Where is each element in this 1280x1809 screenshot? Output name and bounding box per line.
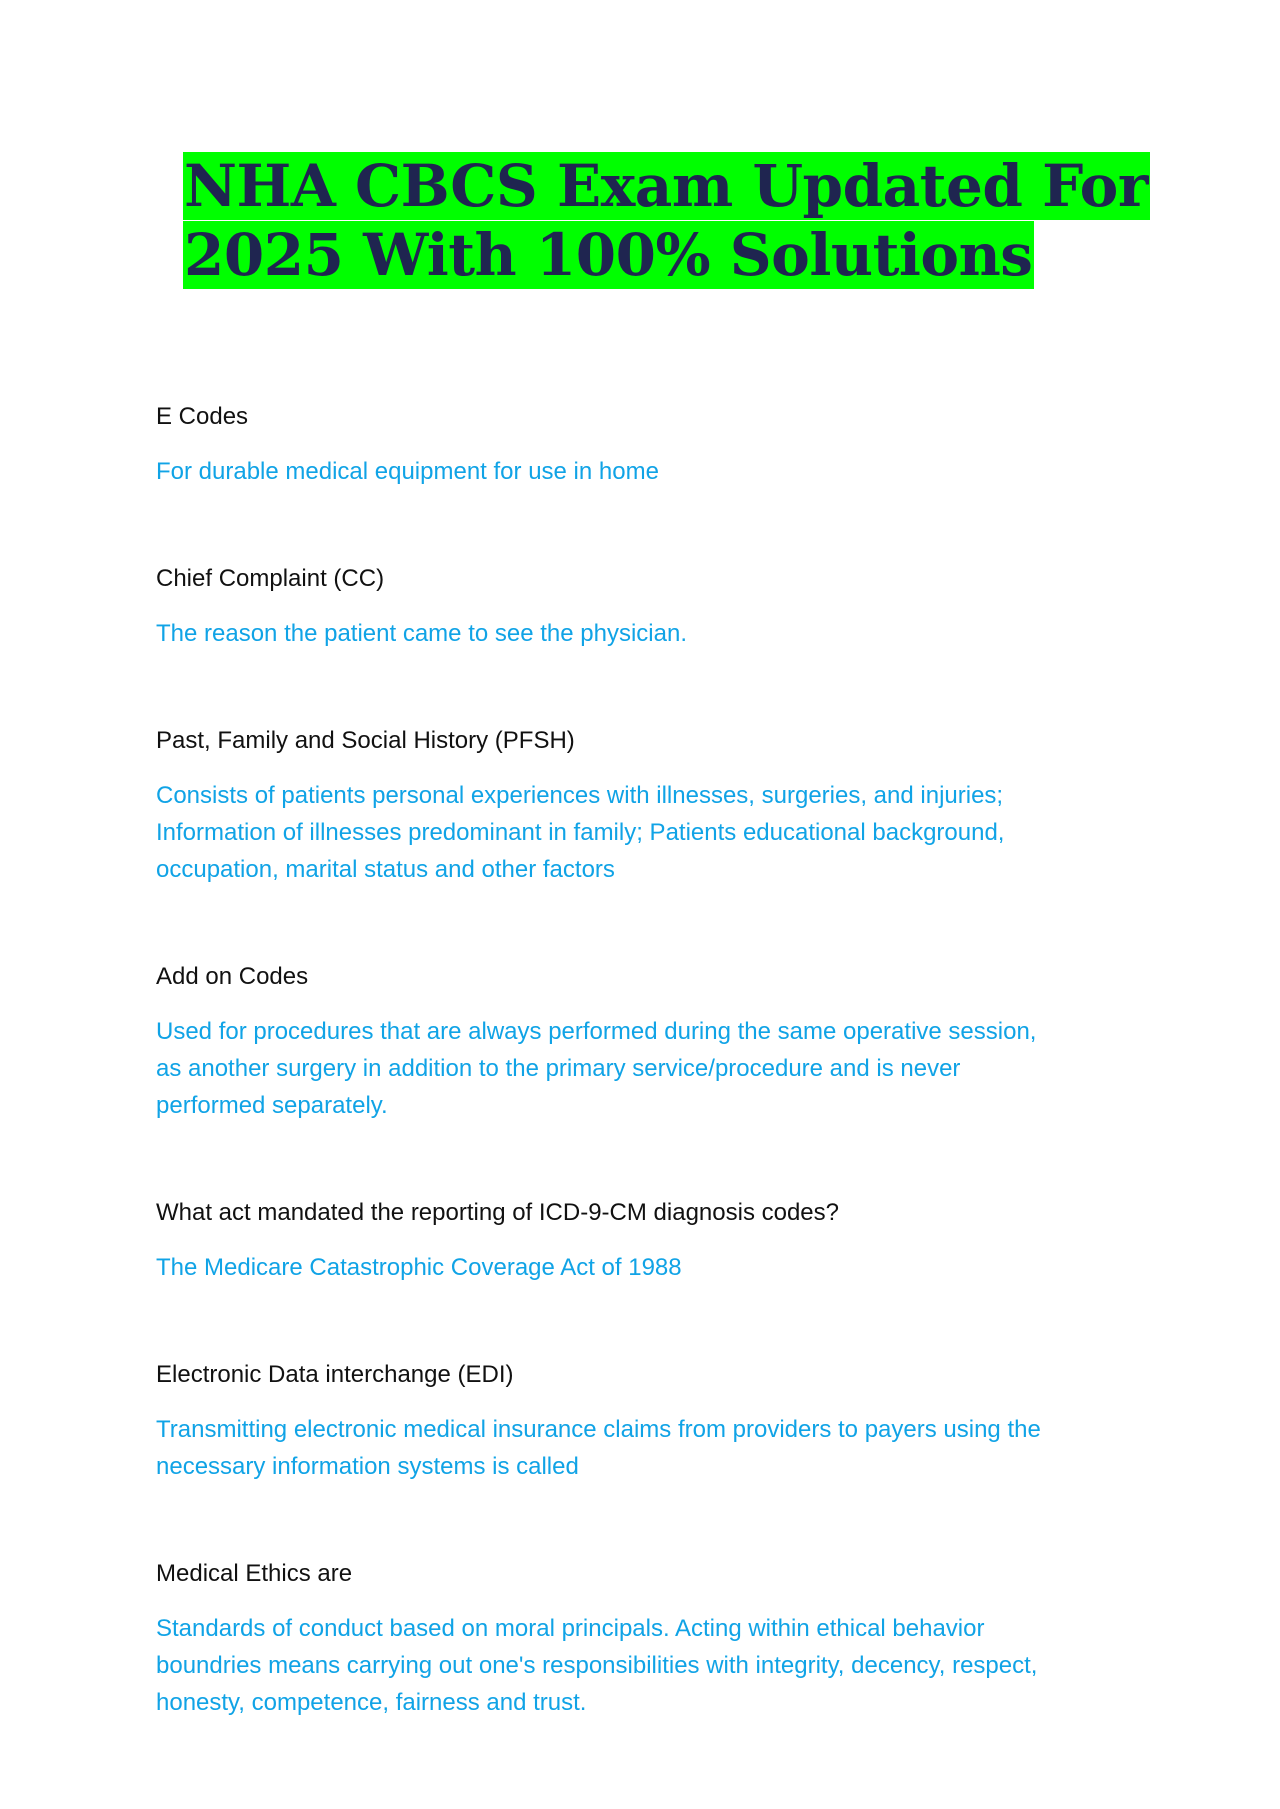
question-text: E Codes [156, 403, 249, 430]
answer-line: boundries means carrying out one's responsibilities with integrity, decency, respect, [156, 1652, 1038, 1679]
qa-item-e-codes [156, 399, 1116, 490]
qa-item-chief-complaint [156, 561, 1116, 652]
question-text: Chief Complaint (CC) [156, 565, 385, 592]
answer-text [156, 1610, 1116, 1721]
answer-text: For durable medical equipment for use in home [156, 458, 659, 485]
question-text: Medical Ethics are [156, 1560, 353, 1587]
question-text: Past, Family and Social History (PFSH) [156, 727, 575, 754]
answer-line: occupation, marital status and other factors [156, 856, 615, 883]
answer-line: Information of illnesses predominant in family; Patients educational background, [156, 819, 1005, 846]
qa-item-edi [156, 1357, 1116, 1485]
answer-line: necessary information systems is called [156, 1453, 579, 1480]
question-text: Add on Codes [156, 963, 309, 990]
answer-line: Standards of conduct based on moral principals. Acting within ethical behavior [156, 1615, 985, 1642]
answer-line: Used for procedures that are always performed during the same operative session, [156, 1018, 1037, 1045]
qa-item-pfsh [156, 723, 1116, 888]
answer-line: honesty, competence, fairness and trust. [156, 1689, 587, 1716]
answer-line: Transmitting electronic medical insurance claims from providers to payers using the [156, 1416, 1041, 1443]
answer-text: The Medicare Catastrophic Coverage Act of 1988 [156, 1254, 682, 1281]
title-line-2: 2025 With 100% Solutions [184, 221, 1033, 289]
title-line-1: NHA CBCS Exam Updated For [184, 152, 1148, 220]
answer-text: The reason the patient came to see the physician. [156, 620, 687, 647]
answer-line: performed separately. [156, 1092, 388, 1119]
qa-item-medical-ethics [156, 1556, 1116, 1721]
answer-text [156, 1411, 1116, 1485]
question-text: What act mandated the reporting of ICD-9-CM diagnosis codes? [156, 1199, 840, 1226]
answer-text [156, 777, 1116, 888]
question-text: Electronic Data interchange (EDI) [156, 1361, 514, 1388]
answer-line: as another surgery in addition to the primary service/procedure and is never [156, 1055, 961, 1082]
answer-line: Consists of patients personal experiences with illnesses, surgeries, and injuries; [156, 782, 1004, 809]
answer-text [156, 1013, 1116, 1124]
qa-item-icd-9-act [156, 1195, 1116, 1286]
qa-item-add-on-codes [156, 959, 1116, 1124]
document-title [183, 152, 1150, 290]
